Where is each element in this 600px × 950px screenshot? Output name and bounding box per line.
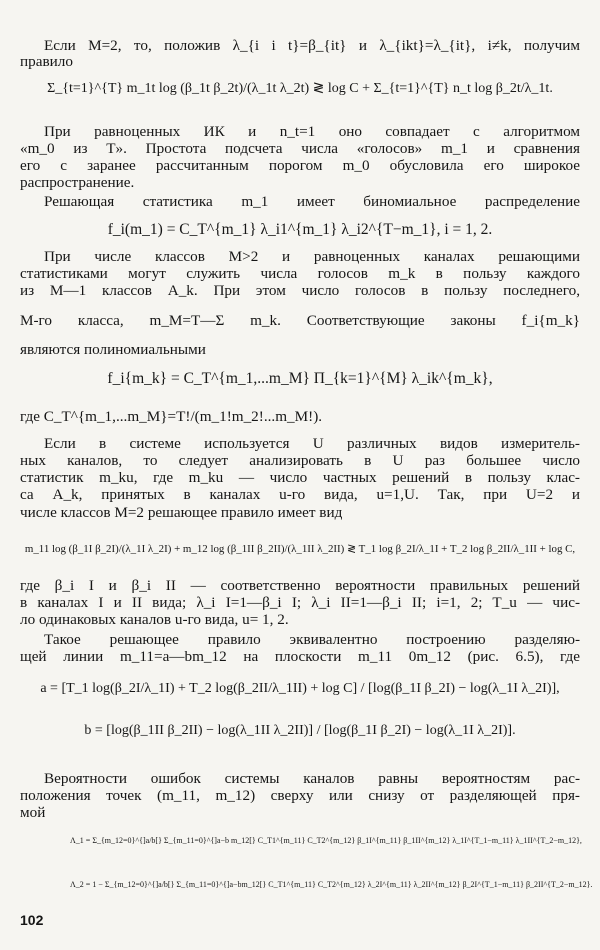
text-line: являются полиномиальными	[20, 341, 206, 358]
text-line: где C_T^{m_1,...m_M}=T!/(m_1!m_2!...m_M!).	[20, 408, 323, 425]
text-line: мой	[20, 804, 46, 821]
text-line: M-го класса, m_M=T—Σ m_k. Соответствующие законы f_i{m_k}	[20, 312, 580, 329]
text-line: Решающая статистика m_1 имеет биномиальное распределение	[44, 193, 580, 210]
text-line: Такое решающее правило эквивалентно построению разделяю-	[44, 631, 580, 648]
text-line: в каналах I и II вида; λ_i I=1—β_i I; λ_i II=1—β_i II; i=1, 2; T_u — чис-	[20, 594, 580, 611]
formula-polynomial: f_i{m_k} = C_T^{m_1,...m_M} Π_{k=1}^{M} λ_ik^{m_k},	[107, 370, 493, 387]
text-line: При числе классов M>2 и равноценных каналах решающими	[44, 248, 580, 265]
formula-decision-rule: Σ_{t=1}^{T} m_1t log (β_1t β_2t)/(λ_1t λ_2t) ≷ log C + Σ_{t=1}^{T} n_t log β_2t/λ_1t.	[47, 81, 553, 96]
text-line: правило	[20, 53, 73, 70]
text-line: где β_i I и β_i II — соответственно вероятности правильных решений	[20, 577, 580, 594]
text-line: статистик m_ku, где m_ku — число частных решений в пользу клас-	[20, 469, 580, 486]
text-line: из M—1 классов A_k. При этом число голосов в пользу последнего,	[20, 282, 580, 299]
text-line: При равноценных ИК и n_t=1 оно совпадает с алгоритмом	[44, 123, 580, 140]
formula-b: b = [log(β_1II β_2II) − log(λ_1II λ_2II)] / [log(β_1I β_2I) − log(λ_1I λ_2I)].	[84, 723, 516, 738]
text-line: щей линии m_11=a—bm_12 на плоскости m_11 0m_12 (рис. 6.5), где	[20, 648, 580, 665]
formula-binomial: f_i(m_1) = C_T^{m_1} λ_i1^{m_1} λ_i2^{T−m_1}, i = 1, 2.	[107, 221, 493, 238]
text-line: Вероятности ошибок системы каналов равны вероятностям рас-	[44, 770, 580, 787]
text-line: ло одинаковых каналов u-го вида, u= 1, 2.	[20, 611, 289, 628]
formula-lambda2: Λ_2 = 1 − Σ_{m_12=0}^{]a/b[} Σ_{m_11=0}^{]a−bm_12[} C_T1^{m_11} C_T2^{m_12} λ_2I^{m_11} λ_2II^{m_12} β_2I^{T_1−m_11} β_2II^{T_2−m_12}.	[70, 880, 593, 889]
text-line: «m_0 из T». Простота подсчета числа «голосов» m_1 и сравнения	[20, 140, 580, 157]
formula-a: a = [T_1 log(β_2I/λ_1I) + T_2 log(β_2II/λ_1II) + log C] / [log(β_1I β_2I) − log(λ_1I λ_2I)],	[40, 681, 560, 696]
text-line: ных каналов, то следует анализировать в U раз большее число	[20, 452, 580, 469]
text-line: Если в системе используется U различных видов измеритель-	[44, 435, 580, 452]
text-line: статистиками могут служить числа голосов m_k в пользу каждого	[20, 265, 580, 282]
text-line: положения точек (m_11, m_12) сверху или снизу от разделяющей пря-	[20, 787, 580, 804]
text-line: числе классов M=2 решающее правило имеет вид	[20, 504, 343, 521]
formula-two-type-rule: m_11 log (β_1I β_2I)/(λ_1I λ_2I) + m_12 log (β_1II β_2II)/(λ_1II λ_2II) ≷ T_1 log β_2I/λ_1I + T_2 log β_2II/λ_1II + log C,	[24, 543, 576, 555]
text-line: Если M=2, то, положив λ_{i i t}=β_{it} и λ_{ikt}=λ_{it}, i≠k, получим	[44, 37, 580, 54]
page-number: 102	[20, 912, 44, 928]
text-line: са A_k, принятых в каналах u-го вида, u=1,U. Так, при U=2 и	[20, 486, 580, 503]
text-line: его с заранее рассчитанным порогом m_0 обусловила его широкое	[20, 157, 580, 174]
text-line: распространение.	[20, 174, 135, 191]
formula-lambda1: Λ_1 = Σ_{m_12=0}^{]a/b[} Σ_{m_11=0}^{]a−b m_12[} C_T1^{m_11} C_T2^{m_12} β_1I^{m_11} β_1II^{m_12} λ_1I^{T_1−m_11} λ_1II^{T_2−m_12},	[70, 836, 582, 845]
